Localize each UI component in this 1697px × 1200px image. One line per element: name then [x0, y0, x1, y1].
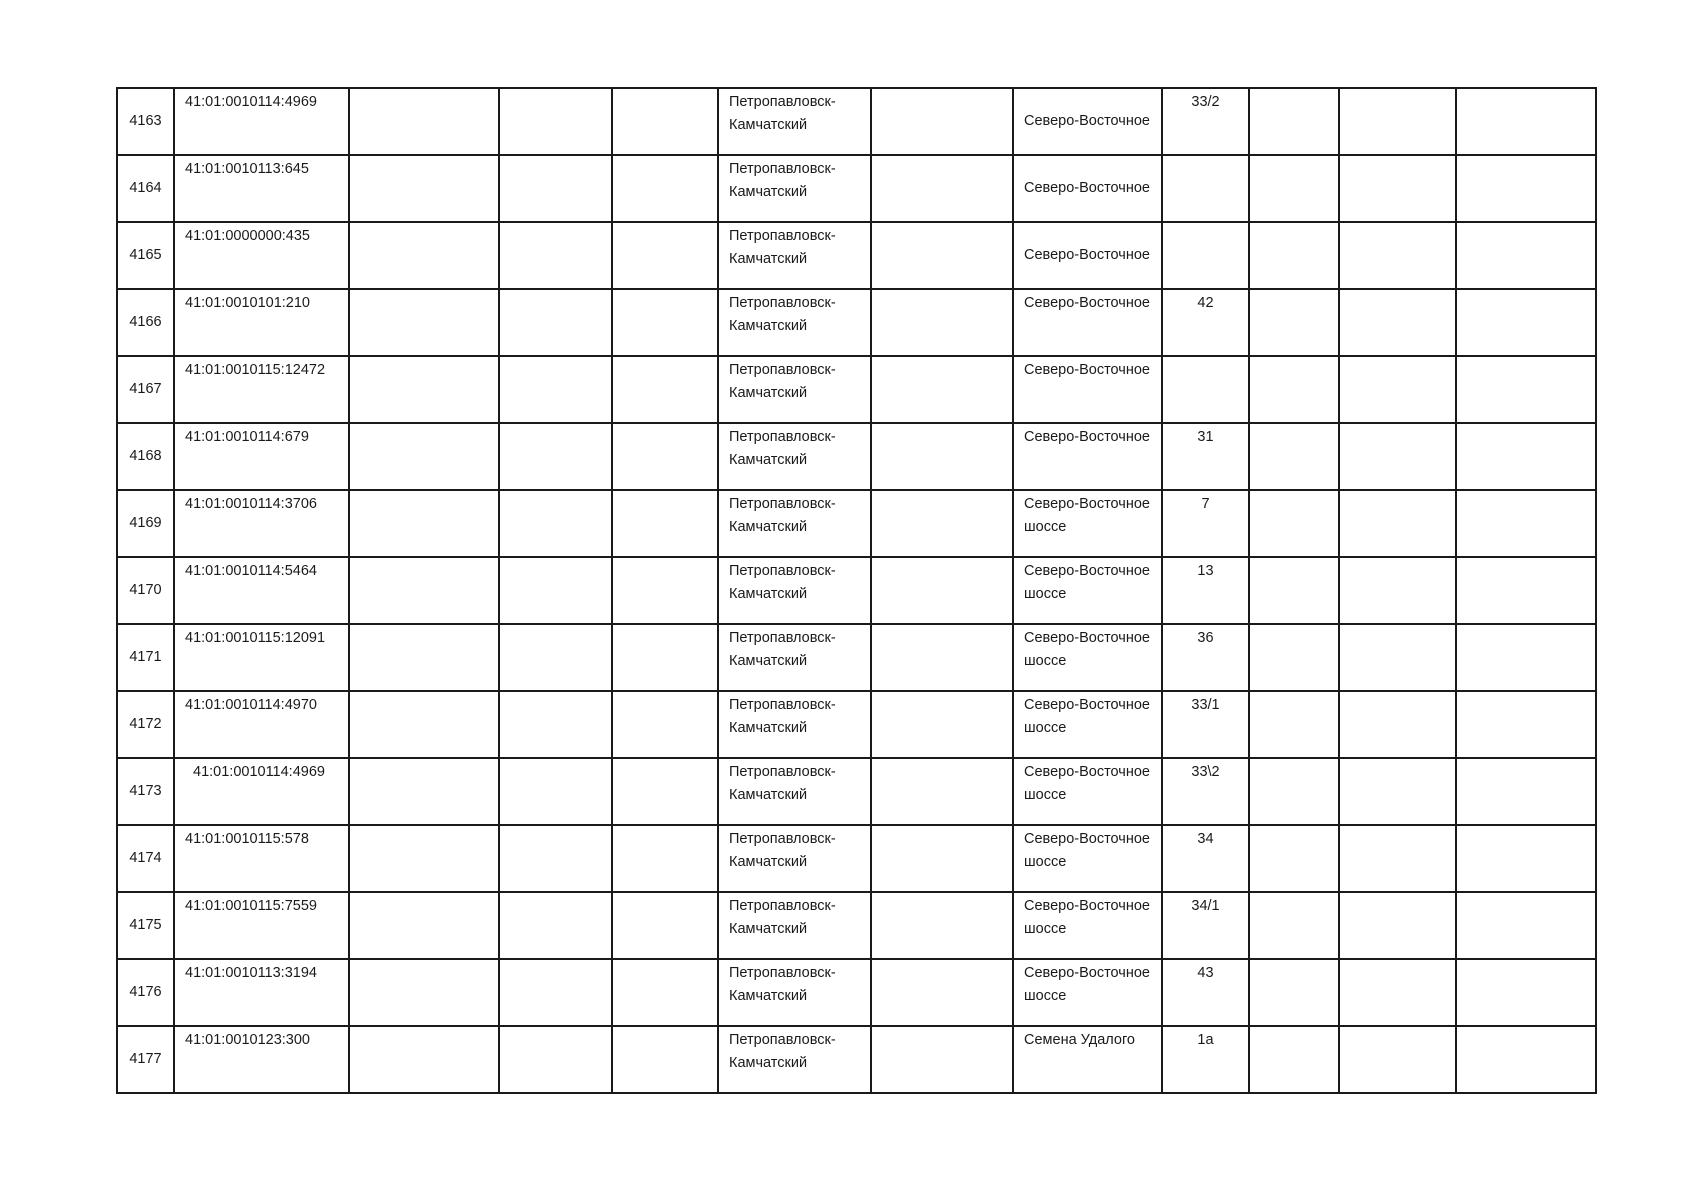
- street-line: Северо-Восточное: [1024, 429, 1150, 445]
- city-line: Камчатский: [729, 653, 808, 669]
- empty-cell: [349, 557, 499, 624]
- empty-cell: [871, 959, 1013, 1026]
- empty-cell: [499, 691, 612, 758]
- empty-cell: [871, 1026, 1013, 1093]
- row-number-cell: 4168: [117, 423, 174, 490]
- city-line: Камчатский: [729, 318, 808, 334]
- city-cell: [718, 758, 871, 825]
- city-line: Петропавловск-: [729, 228, 836, 244]
- empty-cell: [1249, 624, 1339, 691]
- city-cell: [718, 222, 871, 289]
- city-line: Петропавловск-: [729, 831, 836, 847]
- empty-cell: [612, 423, 718, 490]
- table-row: [117, 88, 1596, 155]
- empty-cell: [1456, 155, 1596, 222]
- empty-cell: [499, 892, 612, 959]
- city-line: Петропавловск-: [729, 563, 836, 579]
- empty-cell: [612, 490, 718, 557]
- house-number-cell: [1162, 222, 1249, 289]
- street-line: Северо-Восточное: [1024, 764, 1150, 780]
- empty-cell: [1249, 825, 1339, 892]
- empty-cell: [1249, 892, 1339, 959]
- empty-cell: [612, 892, 718, 959]
- empty-cell: [349, 959, 499, 1026]
- empty-cell: [1339, 88, 1456, 155]
- cadastral-number-cell: 41:01:0010114:4969: [174, 88, 349, 155]
- city-line: Петропавловск-: [729, 898, 836, 914]
- empty-cell: [871, 356, 1013, 423]
- empty-cell: [349, 88, 499, 155]
- empty-cell: [1249, 356, 1339, 423]
- street-line: шоссе: [1024, 854, 1067, 870]
- house-number-cell: 33/1: [1162, 691, 1249, 758]
- city-line: Петропавловск-: [729, 1032, 836, 1048]
- empty-cell: [1249, 88, 1339, 155]
- empty-cell: [499, 624, 612, 691]
- row-number-cell: 4166: [117, 289, 174, 356]
- address-register-table: [116, 87, 1597, 1094]
- empty-cell: [612, 557, 718, 624]
- empty-cell: [1456, 557, 1596, 624]
- street-line: шоссе: [1024, 988, 1067, 1004]
- row-number-cell: 4175: [117, 892, 174, 959]
- cadastral-number-cell: 41:01:0010115:12091: [174, 624, 349, 691]
- cadastral-number-cell: 41:01:0010114:4970: [174, 691, 349, 758]
- street-cell: [1013, 557, 1162, 624]
- empty-cell: [871, 490, 1013, 557]
- street-line: Северо-Восточное: [1024, 697, 1150, 713]
- city-cell: [718, 691, 871, 758]
- street-line: шоссе: [1024, 720, 1067, 736]
- city-cell: [718, 825, 871, 892]
- empty-cell: [349, 155, 499, 222]
- table-row: [117, 155, 1596, 222]
- street-line: Северо-Восточное: [1024, 496, 1150, 512]
- empty-cell: [1456, 356, 1596, 423]
- empty-cell: [612, 289, 718, 356]
- cadastral-number-cell: 41:01:0010115:578: [174, 825, 349, 892]
- empty-cell: [499, 88, 612, 155]
- street-cell: [1013, 892, 1162, 959]
- empty-cell: [871, 557, 1013, 624]
- empty-cell: [1339, 892, 1456, 959]
- row-number-cell: 4174: [117, 825, 174, 892]
- empty-cell: [1339, 289, 1456, 356]
- empty-cell: [1339, 825, 1456, 892]
- table-row: [117, 356, 1596, 423]
- city-line: Камчатский: [729, 586, 808, 602]
- empty-cell: [612, 624, 718, 691]
- street-line: Северо-Восточное: [1024, 898, 1150, 914]
- empty-cell: [349, 423, 499, 490]
- row-number-cell: 4167: [117, 356, 174, 423]
- house-number-cell: 42: [1162, 289, 1249, 356]
- street-line: Семена Удалого: [1024, 1032, 1135, 1048]
- street-cell: [1013, 155, 1162, 222]
- table-row: [117, 825, 1596, 892]
- house-number-cell: [1162, 356, 1249, 423]
- city-line: Камчатский: [729, 117, 808, 133]
- cadastral-number-cell: 41:01:0010114:4969: [174, 758, 349, 825]
- house-number-cell: 33\2: [1162, 758, 1249, 825]
- empty-cell: [612, 155, 718, 222]
- empty-cell: [612, 222, 718, 289]
- street-line: Северо-Восточное: [1024, 247, 1150, 263]
- row-number-cell: 4172: [117, 691, 174, 758]
- empty-cell: [1456, 490, 1596, 557]
- city-line: Камчатский: [729, 1055, 808, 1071]
- empty-cell: [349, 490, 499, 557]
- city-cell: [718, 356, 871, 423]
- empty-cell: [871, 758, 1013, 825]
- street-line: шоссе: [1024, 787, 1067, 803]
- empty-cell: [349, 289, 499, 356]
- city-line: Петропавловск-: [729, 94, 836, 110]
- table-row: [117, 959, 1596, 1026]
- empty-cell: [349, 222, 499, 289]
- empty-cell: [871, 155, 1013, 222]
- street-cell: [1013, 758, 1162, 825]
- cadastral-number-cell: 41:01:0010115:12472: [174, 356, 349, 423]
- cadastral-number-cell: 41:01:0010101:210: [174, 289, 349, 356]
- empty-cell: [1456, 758, 1596, 825]
- house-number-cell: 43: [1162, 959, 1249, 1026]
- empty-cell: [612, 88, 718, 155]
- city-cell: [718, 624, 871, 691]
- empty-cell: [349, 624, 499, 691]
- table-row: [117, 490, 1596, 557]
- empty-cell: [1249, 222, 1339, 289]
- empty-cell: [1339, 222, 1456, 289]
- empty-cell: [612, 356, 718, 423]
- street-cell: [1013, 423, 1162, 490]
- empty-cell: [1456, 691, 1596, 758]
- empty-cell: [349, 691, 499, 758]
- empty-cell: [499, 155, 612, 222]
- empty-cell: [499, 959, 612, 1026]
- city-line: Петропавловск-: [729, 764, 836, 780]
- empty-cell: [499, 356, 612, 423]
- cadastral-number-cell: 41:01:0010114:679: [174, 423, 349, 490]
- empty-cell: [1249, 423, 1339, 490]
- cadastral-number-cell: 41:01:0010113:3194: [174, 959, 349, 1026]
- table-row: [117, 691, 1596, 758]
- cadastral-number-cell: 41:01:0010114:3706: [174, 490, 349, 557]
- row-number-cell: 4164: [117, 155, 174, 222]
- street-cell: [1013, 959, 1162, 1026]
- city-line: Петропавловск-: [729, 496, 836, 512]
- city-line: Петропавловск-: [729, 161, 836, 177]
- empty-cell: [1456, 423, 1596, 490]
- empty-cell: [499, 490, 612, 557]
- empty-cell: [1339, 155, 1456, 222]
- city-line: Камчатский: [729, 251, 808, 267]
- street-line: Северо-Восточное: [1024, 295, 1150, 311]
- empty-cell: [499, 825, 612, 892]
- city-line: Петропавловск-: [729, 362, 836, 378]
- street-cell: [1013, 289, 1162, 356]
- street-line: Северо-Восточное: [1024, 113, 1150, 129]
- street-line: Северо-Восточное: [1024, 831, 1150, 847]
- row-number-cell: 4177: [117, 1026, 174, 1093]
- empty-cell: [1456, 222, 1596, 289]
- empty-cell: [499, 289, 612, 356]
- street-line: Северо-Восточное: [1024, 630, 1150, 646]
- empty-cell: [1249, 758, 1339, 825]
- empty-cell: [1339, 356, 1456, 423]
- city-cell: [718, 423, 871, 490]
- street-line: Северо-Восточное: [1024, 362, 1150, 378]
- empty-cell: [499, 222, 612, 289]
- street-line: Северо-Восточное: [1024, 965, 1150, 981]
- city-line: Петропавловск-: [729, 965, 836, 981]
- empty-cell: [612, 825, 718, 892]
- city-line: Камчатский: [729, 787, 808, 803]
- document-page: [116, 87, 1597, 1094]
- city-line: Камчатский: [729, 452, 808, 468]
- city-line: Камчатский: [729, 921, 808, 937]
- city-line: Камчатский: [729, 184, 808, 200]
- empty-cell: [499, 557, 612, 624]
- empty-cell: [1456, 1026, 1596, 1093]
- street-line: шоссе: [1024, 519, 1067, 535]
- empty-cell: [612, 1026, 718, 1093]
- empty-cell: [1339, 423, 1456, 490]
- street-line: шоссе: [1024, 586, 1067, 602]
- empty-cell: [1249, 155, 1339, 222]
- street-line: Северо-Восточное: [1024, 563, 1150, 579]
- empty-cell: [1456, 624, 1596, 691]
- house-number-cell: 34/1: [1162, 892, 1249, 959]
- city-line: Петропавловск-: [729, 630, 836, 646]
- empty-cell: [871, 691, 1013, 758]
- cadastral-number-cell: 41:01:0010123:300: [174, 1026, 349, 1093]
- city-cell: [718, 88, 871, 155]
- empty-cell: [1339, 557, 1456, 624]
- empty-cell: [871, 88, 1013, 155]
- empty-cell: [1249, 490, 1339, 557]
- empty-cell: [871, 892, 1013, 959]
- street-line: Северо-Восточное: [1024, 180, 1150, 196]
- city-line: Камчатский: [729, 385, 808, 401]
- city-line: Камчатский: [729, 854, 808, 870]
- city-cell: [718, 892, 871, 959]
- street-cell: [1013, 825, 1162, 892]
- street-line: шоссе: [1024, 653, 1067, 669]
- empty-cell: [499, 423, 612, 490]
- street-cell: [1013, 88, 1162, 155]
- table-row: [117, 222, 1596, 289]
- empty-cell: [1456, 959, 1596, 1026]
- empty-cell: [871, 825, 1013, 892]
- house-number-cell: 34: [1162, 825, 1249, 892]
- empty-cell: [1339, 691, 1456, 758]
- empty-cell: [349, 758, 499, 825]
- empty-cell: [1339, 959, 1456, 1026]
- city-cell: [718, 155, 871, 222]
- table-row: [117, 289, 1596, 356]
- cadastral-number-cell: 41:01:0010115:7559: [174, 892, 349, 959]
- street-line: шоссе: [1024, 921, 1067, 937]
- empty-cell: [349, 825, 499, 892]
- row-number-cell: 4171: [117, 624, 174, 691]
- empty-cell: [1456, 88, 1596, 155]
- city-cell: [718, 959, 871, 1026]
- empty-cell: [1456, 825, 1596, 892]
- street-cell: [1013, 222, 1162, 289]
- empty-cell: [1339, 1026, 1456, 1093]
- empty-cell: [871, 624, 1013, 691]
- cadastral-number-cell: 41:01:0010113:645: [174, 155, 349, 222]
- empty-cell: [499, 1026, 612, 1093]
- street-cell: [1013, 624, 1162, 691]
- empty-cell: [349, 356, 499, 423]
- empty-cell: [1339, 758, 1456, 825]
- empty-cell: [349, 892, 499, 959]
- empty-cell: [1456, 289, 1596, 356]
- empty-cell: [499, 758, 612, 825]
- empty-cell: [612, 691, 718, 758]
- table-row: [117, 557, 1596, 624]
- row-number-cell: 4165: [117, 222, 174, 289]
- table-body: [117, 88, 1596, 1093]
- empty-cell: [1249, 691, 1339, 758]
- city-line: Петропавловск-: [729, 295, 836, 311]
- street-cell: [1013, 691, 1162, 758]
- city-cell: [718, 289, 871, 356]
- empty-cell: [612, 959, 718, 1026]
- city-line: Камчатский: [729, 720, 808, 736]
- street-cell: [1013, 1026, 1162, 1093]
- row-number-cell: 4169: [117, 490, 174, 557]
- city-line: Петропавловск-: [729, 429, 836, 445]
- street-cell: [1013, 356, 1162, 423]
- city-cell: [718, 490, 871, 557]
- row-number-cell: 4163: [117, 88, 174, 155]
- empty-cell: [871, 289, 1013, 356]
- house-number-cell: 36: [1162, 624, 1249, 691]
- empty-cell: [871, 423, 1013, 490]
- city-line: Камчатский: [729, 519, 808, 535]
- empty-cell: [1249, 289, 1339, 356]
- house-number-cell: 7: [1162, 490, 1249, 557]
- row-number-cell: 4173: [117, 758, 174, 825]
- table-row: [117, 758, 1596, 825]
- empty-cell: [871, 222, 1013, 289]
- cadastral-number-cell: 41:01:0000000:435: [174, 222, 349, 289]
- house-number-cell: 31: [1162, 423, 1249, 490]
- table-row: [117, 423, 1596, 490]
- table-row: [117, 1026, 1596, 1093]
- house-number-cell: 13: [1162, 557, 1249, 624]
- house-number-cell: 33/2: [1162, 88, 1249, 155]
- empty-cell: [1456, 892, 1596, 959]
- empty-cell: [1249, 557, 1339, 624]
- empty-cell: [1339, 490, 1456, 557]
- city-cell: [718, 1026, 871, 1093]
- city-cell: [718, 557, 871, 624]
- table-row: [117, 624, 1596, 691]
- empty-cell: [1339, 624, 1456, 691]
- empty-cell: [349, 1026, 499, 1093]
- house-number-cell: [1162, 155, 1249, 222]
- row-number-cell: 4176: [117, 959, 174, 1026]
- house-number-cell: 1а: [1162, 1026, 1249, 1093]
- empty-cell: [1249, 1026, 1339, 1093]
- cadastral-number-cell: 41:01:0010114:5464: [174, 557, 349, 624]
- row-number-cell: 4170: [117, 557, 174, 624]
- city-line: Камчатский: [729, 988, 808, 1004]
- city-line: Петропавловск-: [729, 697, 836, 713]
- empty-cell: [612, 758, 718, 825]
- empty-cell: [1249, 959, 1339, 1026]
- street-cell: [1013, 490, 1162, 557]
- table-row: [117, 892, 1596, 959]
